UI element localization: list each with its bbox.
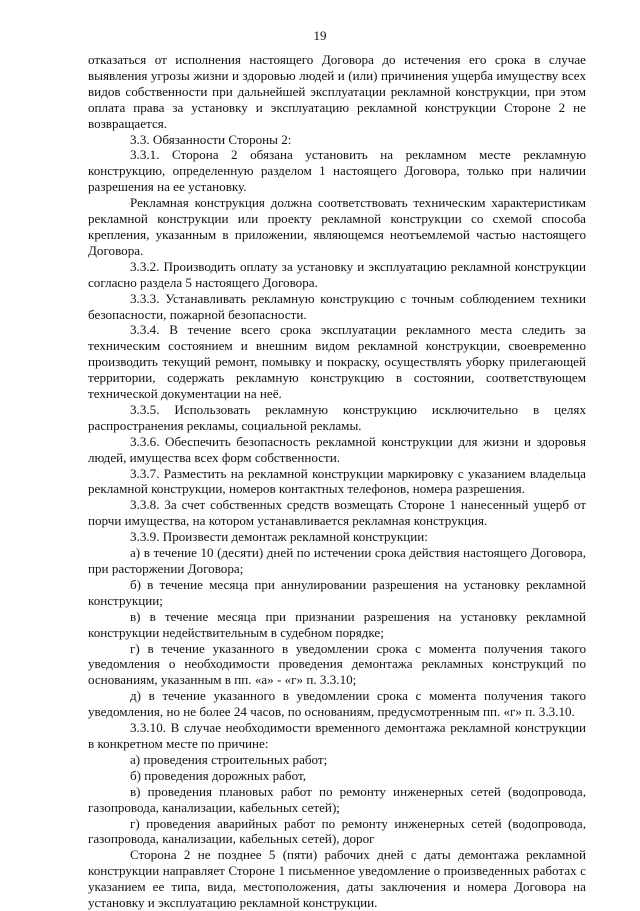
list-item-g: г) в течение указанного в уведомлении срока с момента получения такого уведомления о необходимости проведения демонтажа рекламных конструкций по основаниям, указанным в пп. «а» - «г» п. 3.3.10; bbox=[88, 640, 586, 688]
paragraph-3-3-3: 3.3.3. Устанавливать рекламную конструкцию с точным соблюдением техники безопасности, пожарной безопасности. bbox=[88, 290, 586, 322]
document-body bbox=[88, 52, 586, 911]
paragraph-requirements: Рекламная конструкция должна соответствовать техническим характеристикам рекламной конструкции или проекту рекламной конструкции со схемой способа крепления, указанным в приложении, являющемся неотъемлемой частью настоящего Договора. bbox=[88, 195, 586, 258]
paragraph-3-3-1: 3.3.1. Сторона 2 обязана установить на рекламном месте рекламную конструкцию, определенную разделом 1 настоящего Договора, только при наличии разрешения на ее установку. bbox=[88, 147, 586, 195]
paragraph-3-3-4: 3.3.4. В течение всего срока эксплуатации рекламного места следить за техническим состоянием и внешним видом рекламной конструкции, своевременно производить текущий ремонт, помывку и покраску, осуществлять уборку прилегающей территории, содержать рекламную конструкцию в состоянии, соответствующем технической документации на неё. bbox=[88, 322, 586, 402]
paragraph-3-3-6: 3.3.6. Обеспечить безопасность рекламной конструкции для жизни и здоровья людей, имущества всех форм собственности. bbox=[88, 433, 586, 465]
list-item-d: д) в течение указанного в уведомлении срока с момента получения такого уведомления, но не более 24 часов, по основаниям, предусмотренным пп. «г» п. 3.3.10. bbox=[88, 688, 586, 720]
reason-item-g: г) проведения аварийных работ по ремонту инженерных сетей (водопровода, газопровода, канализации, кабельных сетей), дорог bbox=[88, 815, 586, 847]
paragraph-3-3-10: 3.3.10. В случае необходимости временного демонтажа рекламной конструкции в конкретном месте по причине: bbox=[88, 720, 586, 751]
list-item-v: в) в течение месяца при признании разрешения на установку рекламной конструкции недействительным в судебном порядке; bbox=[88, 608, 586, 640]
section-heading-3-3: 3.3. Обязанности Стороны 2: bbox=[130, 131, 292, 147]
paragraph-3-3-2: 3.3.2. Производить оплату за установку и эксплуатацию рекламной конструкции согласно раздела 5 настоящего Договора. bbox=[88, 258, 586, 290]
paragraph-notification: Сторона 2 не позднее 5 (пяти) рабочих дней с даты демонтажа рекламной конструкции направляет Стороне 1 письменное уведомление о произведенных работах с указанием ее типа, вида, местоположения, даты заключения и номера Договора на установку и эксплуатацию рекламной конструкции. bbox=[88, 847, 586, 911]
paragraph-3-3-7: 3.3.7. Разместить на рекламной конструкции маркировку с указанием владельца рекламной конструкции, номеров контактных телефонов, номера разрешения. bbox=[88, 465, 586, 497]
paragraph-3-3-9: 3.3.9. Произвести демонтаж рекламной конструкции: bbox=[130, 529, 428, 545]
paragraph-3-3-5: 3.3.5. Использовать рекламную конструкцию исключительно в целях распространения рекламы, социальной рекламы. bbox=[88, 401, 586, 433]
reason-item-b: б) проведения дорожных работ, bbox=[130, 767, 306, 783]
paragraph-continuation: отказаться от исполнения настоящего Договора до истечения его срока в случае выявления угрозы жизни и здоровью людей и (или) причинения ущерба имуществу всех видов собственности при дальнейшей эксплуатации рекламной конструкции, при этом оплата права за установку и эксплуатацию рекламной конструкции Стороне 2 не возвращается. bbox=[88, 52, 586, 131]
paragraph-3-3-8: 3.3.8. За счет собственных средств возмещать Стороне 1 нанесенный ущерб от порчи имущества, на котором устанавливается рекламная конструкция. bbox=[88, 497, 586, 529]
reason-item-a: а) проведения строительных работ; bbox=[130, 751, 328, 767]
list-item-a: а) в течение 10 (десяти) дней по истечении срока действия настоящего Договора, при расторжении Договора; bbox=[88, 545, 586, 576]
reason-item-v: в) проведения плановых работ по ремонту инженерных сетей (водопровода, газопровода, канализации, кабельных сетей); bbox=[88, 783, 586, 815]
list-item-b: б) в течение месяца при аннулировании разрешения на установку рекламной конструкции; bbox=[88, 576, 586, 608]
page-number: 19 bbox=[313, 28, 327, 43]
